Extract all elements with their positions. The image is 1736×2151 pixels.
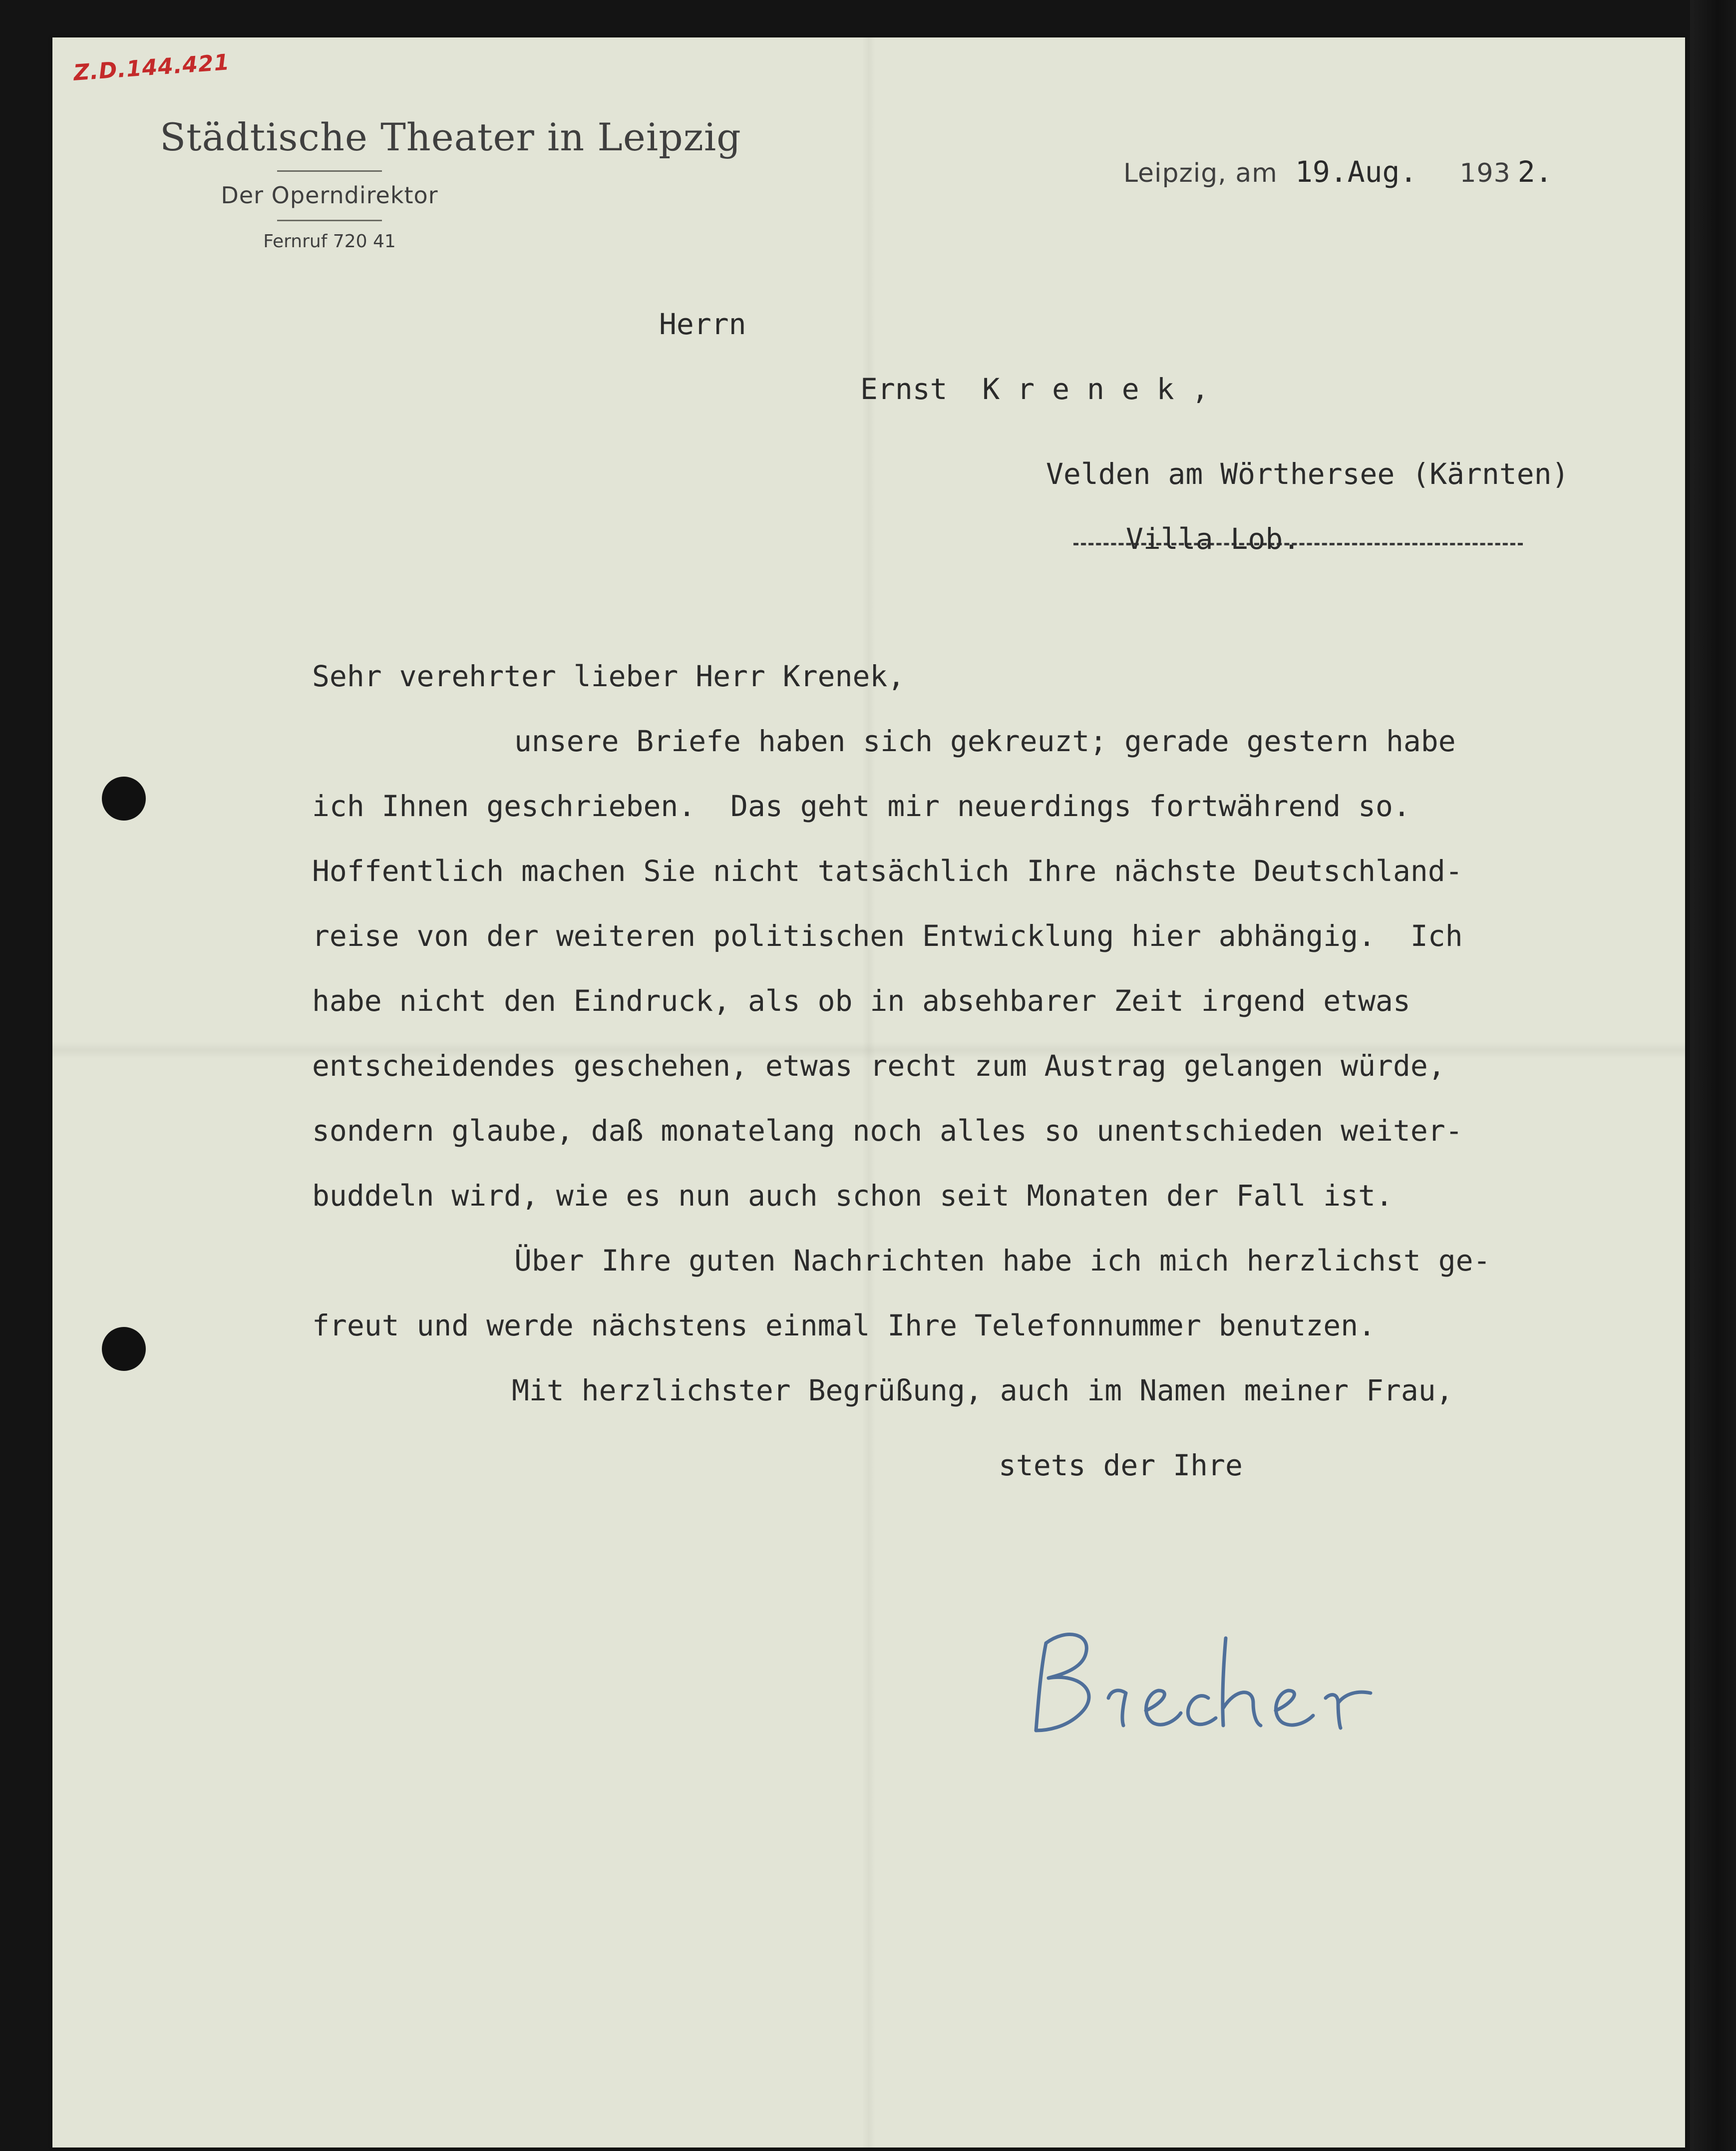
- punch-hole-top: [102, 777, 146, 821]
- body-line: freut und werde nächstens einmal Ihre Telefonnummer benutzen.: [312, 1308, 1376, 1342]
- body-line: unsere Briefe haben sich gekreuzt; gerade gestern habe: [514, 724, 1456, 758]
- place-label: Leipzig, am: [1123, 158, 1278, 188]
- date-day-month: 19.Aug.: [1295, 155, 1417, 189]
- body-line: Mit herzlichster Begrüßung, auch im Namen meiner Frau,: [512, 1373, 1453, 1407]
- letterhead-role: Der Operndirektor: [221, 182, 438, 209]
- letterhead-divider: [277, 170, 382, 172]
- board-edge: [1690, 0, 1736, 2151]
- letterhead-title: Städtische Theater in Leipzig: [160, 115, 741, 159]
- letterhead-phone: Fernruf 720 41: [263, 231, 396, 252]
- archive-signature-mark: Z.D.144.421: [72, 49, 231, 86]
- address-street: Villa Lob.: [1126, 522, 1301, 556]
- body-line: Hoffentlich machen Sie nicht tatsächlich Ihre nächste Deutschland-: [312, 854, 1463, 888]
- handwritten-signature: [1026, 1623, 1386, 1743]
- address-name: Ernst K r e n e k ,: [860, 372, 1209, 406]
- body-line: Über Ihre guten Nachrichten habe ich mich herzlichst ge-: [514, 1244, 1491, 1278]
- address-salutation: Herrn: [659, 307, 746, 341]
- letterhead: [160, 115, 741, 252]
- letterhead-divider: [277, 220, 382, 221]
- place-date-line: [1123, 155, 1553, 189]
- letter-greeting: Sehr verehrter lieber Herr Krenek,: [312, 659, 905, 693]
- date-year-prefix: 193: [1459, 158, 1511, 188]
- date-year-digit: 2.: [1517, 155, 1553, 189]
- letter-closing: stets der Ihre: [999, 1448, 1243, 1482]
- punch-hole-bottom: [102, 1327, 146, 1371]
- body-line: ich Ihnen geschrieben. Das geht mir neuerdings fortwährend so.: [312, 789, 1410, 823]
- body-line: entscheidendes geschehen, etwas recht zum Austrag gelangen würde,: [312, 1049, 1445, 1083]
- letter-sheet: [52, 37, 1685, 2148]
- body-line: sondern glaube, daß monatelang noch alles so unentschieden weiter-: [312, 1114, 1463, 1148]
- body-line: habe nicht den Eindruck, als ob in absehbarer Zeit irgend etwas: [312, 984, 1410, 1018]
- body-line: buddeln wird, wie es nun auch schon seit Monaten der Fall ist.: [312, 1179, 1393, 1213]
- address-location: Velden am Wörthersee (Kärnten): [1046, 457, 1569, 491]
- body-line: reise von der weiteren politischen Entwicklung hier abhängig. Ich: [312, 919, 1463, 953]
